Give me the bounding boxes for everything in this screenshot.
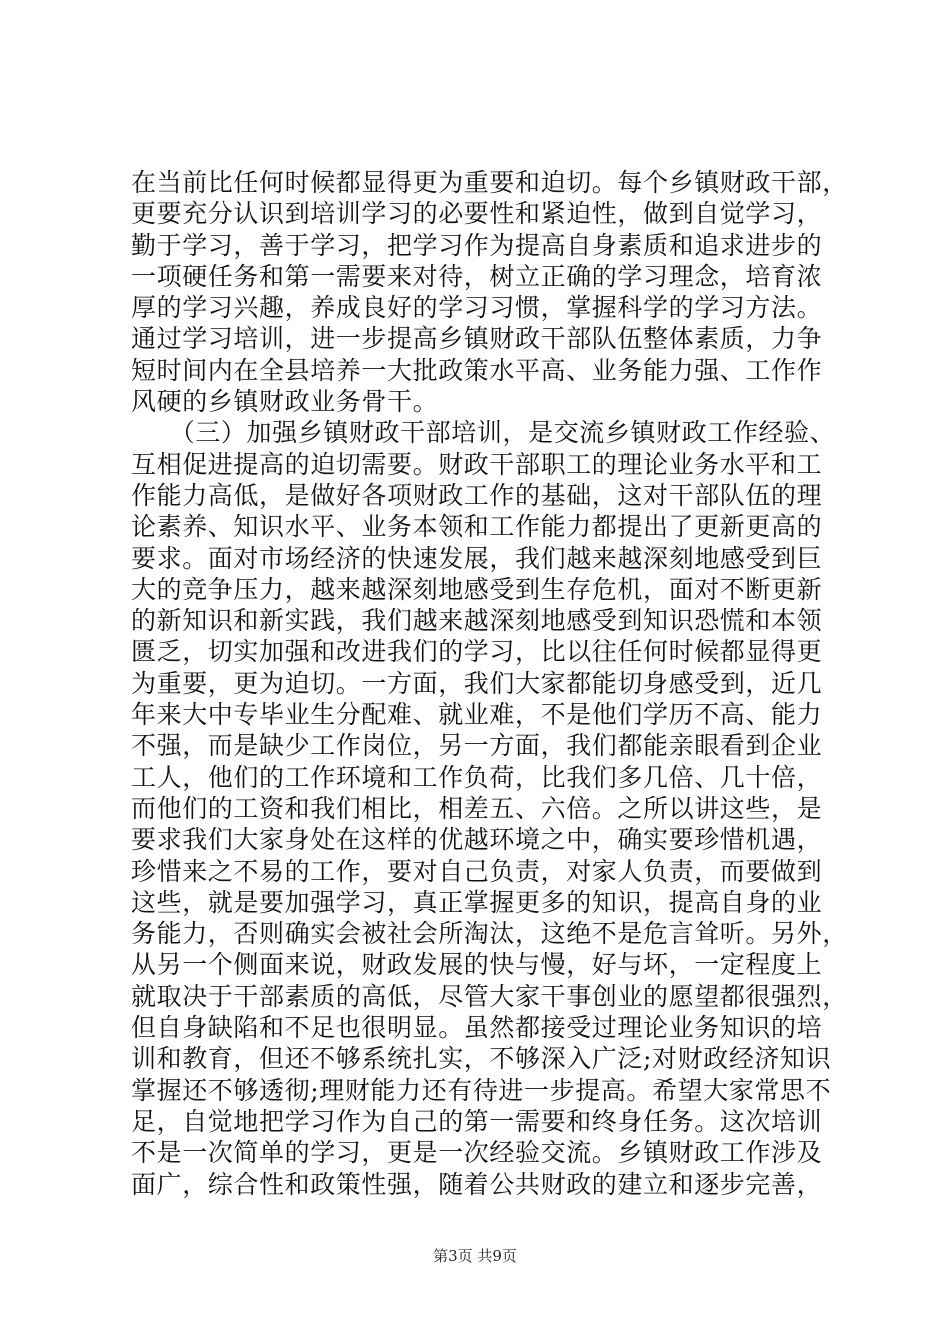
text-line: 这些，就是要加强学习，真正掌握更多的知识，提高自身的业 — [131, 887, 823, 917]
text-line: （三）加强乡镇财政干部培训，是交流乡镇财政工作经验、 — [131, 418, 836, 448]
text-line: 训和教育，但还不够系统扎实，不够深入广泛;对财政经济知识 — [131, 1044, 832, 1074]
text-line: 厚的学习兴趣，养成良好的学习习惯，掌握科学的学习方法。 — [131, 293, 823, 323]
text-line: 更要充分认识到培训学习的必要性和紧迫性，做到自觉学习， — [131, 199, 823, 229]
text-line: 勤于学习，善于学习，把学习作为提高自身素质和追求进步的 — [131, 230, 823, 260]
text-line: 足，自觉地把学习作为自己的第一需要和终身任务。这次培训 — [131, 1106, 823, 1136]
text-line: 就取决于干部素质的高低，尽管大家干事创业的愿望都很强烈， — [131, 981, 848, 1011]
text-line: 面广，综合性和政策性强，随着公共财政的建立和逐步完善， — [131, 1169, 823, 1199]
text-line: 为重要，更为迫切。一方面，我们大家都能切身感受到，近几 — [131, 668, 823, 698]
text-line: 不强，而是缺少工作岗位，另一方面，我们都能亲眼看到企业 — [131, 731, 823, 761]
text-line: 互相促进提高的迫切需要。财政干部职工的理论业务水平和工 — [131, 449, 823, 479]
text-line: 掌握还不够透彻;理财能力还有待进一步提高。希望大家常思不 — [131, 1075, 832, 1105]
body-text — [131, 167, 848, 1200]
text-line: 工人，他们的工作环境和工作负荷，比我们多几倍、几十倍， — [131, 762, 823, 792]
text-line: 珍惜来之不易的工作，要对自己负责，对家人负责，而要做到 — [131, 856, 823, 886]
text-line: 风硬的乡镇财政业务骨干。 — [131, 387, 439, 417]
text-line: 短时间内在全县培养一大批政策水平高、业务能力强、工作作 — [131, 355, 823, 385]
text-line: 年来大中专毕业生分配难、就业难，不是他们学历不高、能力 — [131, 700, 823, 730]
text-line: 但自身缺陷和不足也很明显。虽然都接受过理论业务知识的培 — [131, 1013, 823, 1043]
text-line: 大的竞争压力，越来越深刻地感受到生存危机，面对不断更新 — [131, 574, 823, 604]
text-line: 的新知识和新实践，我们越来越深刻地感受到知识恐慌和本领 — [131, 606, 823, 636]
text-line: 要求。面对市场经济的快速发展，我们越来越深刻地感受到巨 — [131, 543, 823, 573]
text-line: 务能力，否则确实会被社会所淘汰，这绝不是危言耸听。另外， — [131, 919, 848, 949]
text-line: 论素养、知识水平、业务本领和工作能力都提出了更新更高的 — [131, 512, 823, 542]
text-line: 匮乏，切实加强和改进我们的学习，比以往任何时候都显得更 — [131, 637, 823, 667]
text-line: 而他们的工资和我们相比，相差五、六倍。之所以讲这些，是 — [131, 793, 823, 823]
text-line: 通过学习培训，进一步提高乡镇财政干部队伍整体素质，力争 — [131, 324, 823, 354]
page-footer: 第3页 共9页 — [433, 1247, 517, 1265]
text-line: 要求我们大家身处在这样的优越环境之中，确实要珍惜机遇， — [131, 825, 823, 855]
text-line: 作能力高低，是做好各项财政工作的基础，这对干部队伍的理 — [131, 480, 823, 510]
text-line: 不是一次简单的学习，更是一次经验交流。乡镇财政工作涉及 — [131, 1138, 823, 1168]
text-line: 在当前比任何时候都显得更为重要和迫切。每个乡镇财政干部， — [131, 168, 848, 197]
text-line: 一项硬任务和第一需要来对待，树立正确的学习理念，培育浓 — [131, 261, 823, 291]
text-line: 从另一个侧面来说，财政发展的快与慢，好与坏，一定程度上 — [131, 950, 823, 980]
